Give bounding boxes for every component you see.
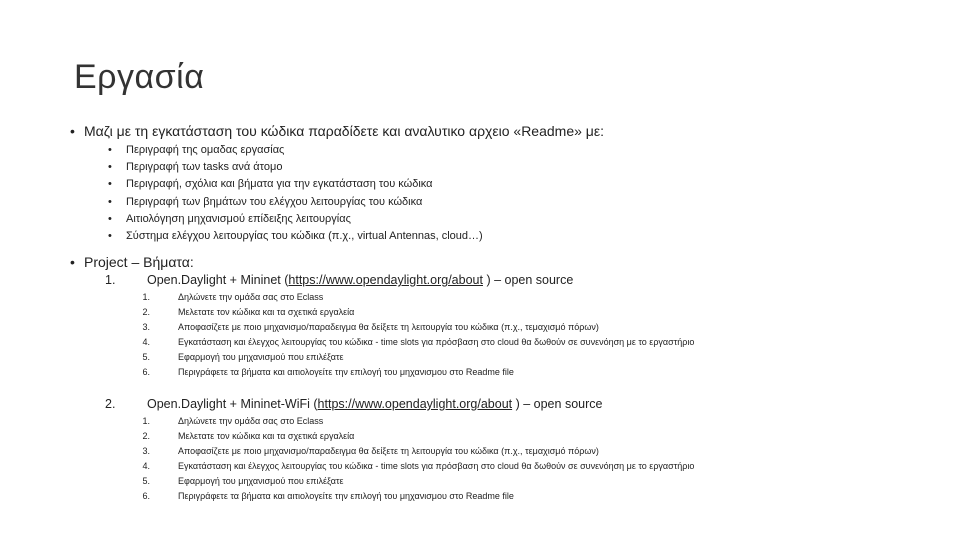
- readme-item: [108, 196, 422, 208]
- bullet-icon: •: [108, 213, 112, 225]
- readme-item: [108, 161, 282, 173]
- bullet-readme: [70, 123, 604, 139]
- bullet-project-steps: [70, 254, 194, 270]
- readme-item-text: Περιγραφή, σχόλια και βήματα για την εγκατάσταση του κώδικα: [126, 178, 433, 190]
- bullet-icon: •: [70, 254, 75, 270]
- bullet-icon: •: [70, 123, 75, 139]
- readme-item-text: Περιγραφή των βημάτων του ελέγχου λειτουργίας του κώδικα: [126, 196, 423, 208]
- readme-item-text: Αιτιολόγηση μηχανισμού επίδειξης λειτουργίας: [126, 213, 351, 225]
- bullet-readme-text: Μαζι με τη εγκατάσταση του κώδικα παραδίδετε και αναλυτικο αρχειο «Readme» με:: [84, 123, 604, 139]
- step-text: Μελετατε τον κώδικα και τα σχετικά εργαλεία: [178, 431, 355, 441]
- step-number: 3.: [142, 322, 150, 332]
- readme-item-text: Περιγραφή της ομαδας εργασίας: [126, 144, 285, 156]
- project-2-text: [147, 397, 602, 411]
- step-text: Περιγράφετε τα βήματα και αιτιολογείτε την επιλογή του μηχανισμου στο Readme file: [178, 491, 514, 501]
- project-suffix: ) – open source: [482, 273, 574, 287]
- readme-item: [108, 213, 351, 225]
- bullet-icon: •: [108, 161, 112, 173]
- readme-item-text: Σύστημα ελέγχου λειτουργίας του κώδικα (π.χ., virtual Antennas, cloud…): [126, 230, 483, 242]
- step-number: 3.: [142, 446, 150, 456]
- bullet-icon: •: [108, 178, 112, 190]
- readme-item: [108, 230, 483, 242]
- project-1-text: [147, 273, 573, 287]
- readme-item-text: Περιγραφή των tasks ανά άτομο: [126, 161, 283, 173]
- step-number: 4.: [142, 337, 150, 347]
- bullet-project-text: Project – Βήματα:: [84, 254, 194, 270]
- readme-item: [108, 178, 433, 190]
- project-number: 1.: [105, 273, 116, 287]
- step-text: Μελετατε τον κώδικα και τα σχετικά εργαλεία: [178, 307, 355, 317]
- bullet-icon: •: [108, 230, 112, 242]
- project-1-heading: [105, 273, 705, 289]
- step-text: Εγκατάσταση και έλεγχος λειτουργίας του κώδικα - time slots για πρόσβαση στο cloud θα δωθούν σε συνενόηση με το εργαστήριο: [178, 337, 695, 347]
- readme-item: [108, 144, 284, 156]
- step-text: Αποφασίζετε με ποιο μηχανισμο/παραδειγμα θα δείξετε τη λειτουργία του κώδικα (π.χ., τεμαχισμό πόρων): [178, 446, 599, 456]
- step-text: Αποφασίζετε με ποιο μηχανισμο/παραδειγμα θα δείξετε τη λειτουργία του κώδικα (π.χ., τεμαχισμό πόρων): [178, 322, 599, 332]
- step-number: 4.: [142, 461, 150, 471]
- step-number: 2.: [142, 307, 150, 317]
- step-number: 1.: [142, 416, 150, 426]
- bullet-icon: •: [108, 144, 112, 156]
- step-number: 6.: [142, 367, 150, 377]
- step-number: 5.: [142, 476, 150, 486]
- step-text: Δηλώνετε την ομάδα σας στο Eclass: [178, 292, 324, 302]
- step-text: Περιγράφετε τα βήματα και αιτιολογείτε την επιλογή του μηχανισμου στο Readme file: [178, 367, 514, 377]
- slide-title: Εργασία: [74, 58, 205, 96]
- step-number: 6.: [142, 491, 150, 501]
- project-number: 2.: [105, 397, 116, 411]
- bullet-icon: •: [108, 196, 112, 208]
- project-prefix: Open.Daylight + Mininet (: [147, 273, 289, 287]
- step-text: Δηλώνετε την ομάδα σας στο Eclass: [178, 416, 324, 426]
- opendaylight-link[interactable]: https://www.opendaylight.org/about: [317, 397, 513, 411]
- opendaylight-link[interactable]: https://www.opendaylight.org/about: [288, 273, 483, 287]
- step-text: Εφαρμογή του μηχανισμού που επιλέξατε: [178, 476, 344, 486]
- step-number: 1.: [142, 292, 150, 302]
- step-number: 2.: [142, 431, 150, 441]
- project-prefix: Open.Daylight + Mininet-WiFi (: [147, 397, 318, 411]
- step-text: Εφαρμογή του μηχανισμού που επιλέξατε: [178, 352, 344, 362]
- project-2-heading: [105, 397, 705, 413]
- step-number: 5.: [142, 352, 150, 362]
- project-suffix: ) – open source: [512, 397, 603, 411]
- step-text: Εγκατάσταση και έλεγχος λειτουργίας του κώδικα - time slots για πρόσβαση στο cloud θα δωθούν σε συνενόηση με το εργαστήριο: [178, 461, 695, 471]
